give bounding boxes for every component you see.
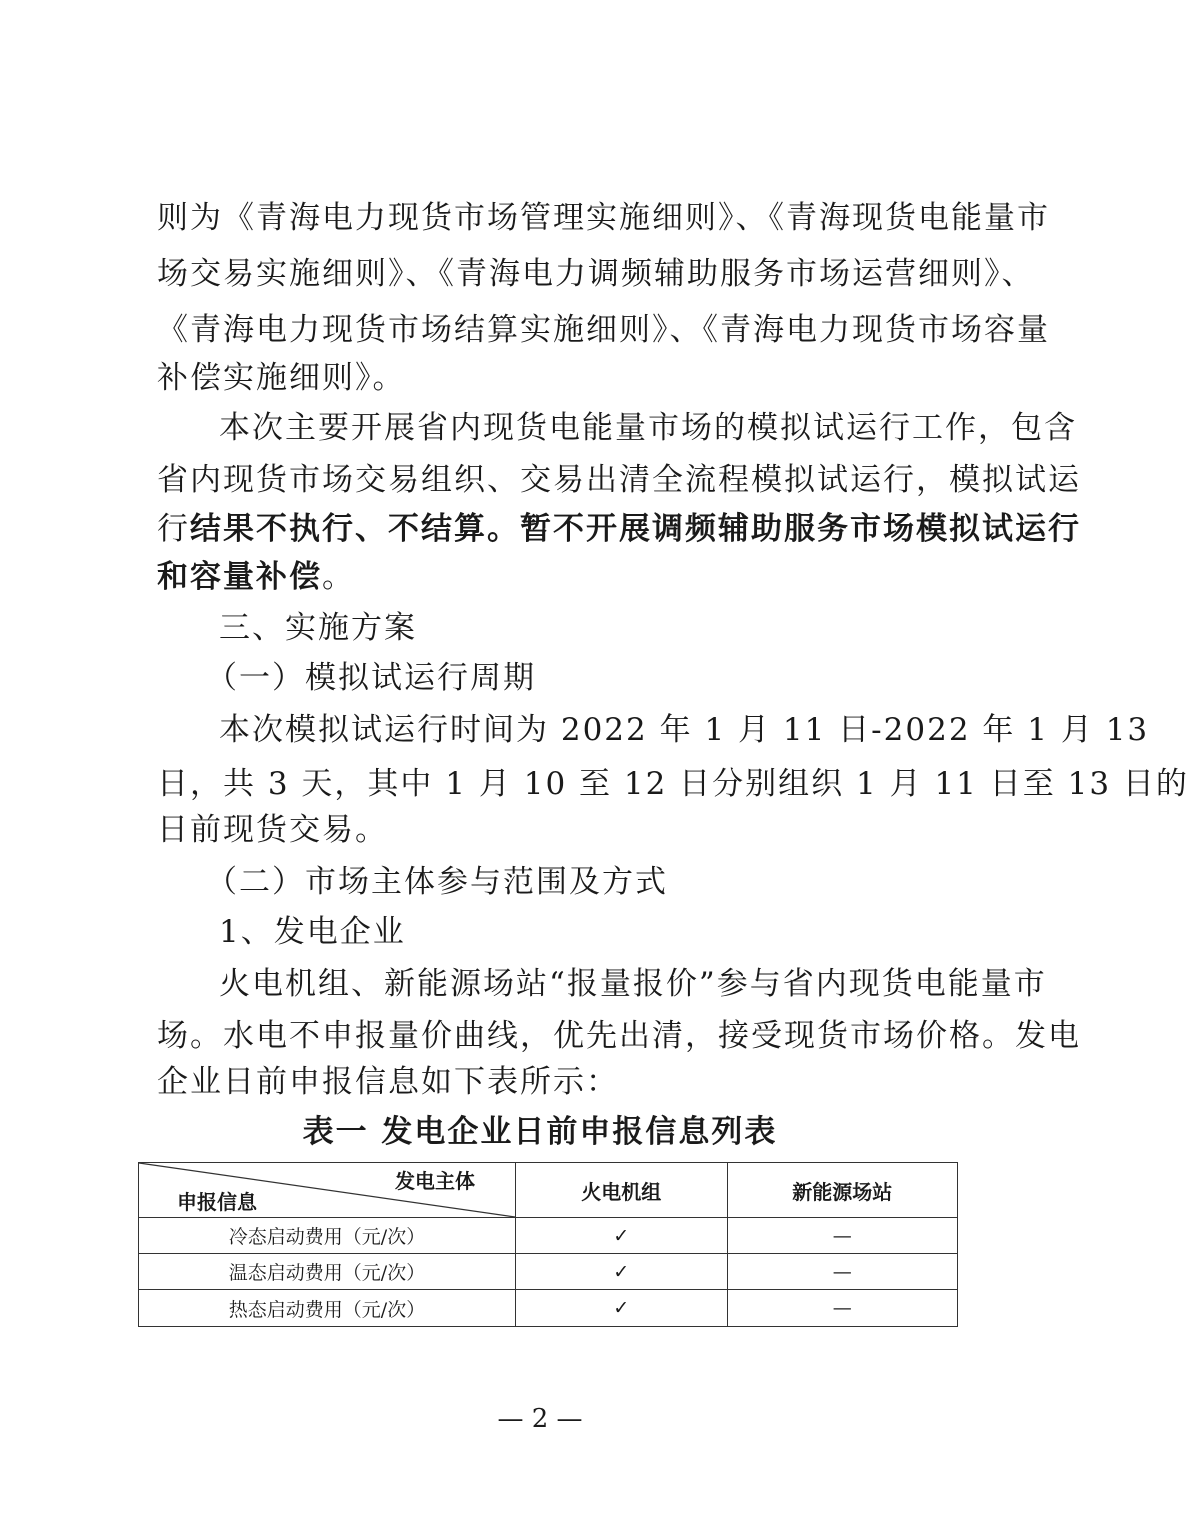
table-row [139,1290,958,1327]
paragraph-line: 本次模拟试运行时间为 2022 年 1 月 11 日-2022 年 1 月 13 [219,712,1150,748]
table-header-row [139,1163,958,1218]
paragraph-line: 则为《青海电力现货市场管理实施细则》、《青海现货电能量市 [157,200,1050,236]
paragraph-line: 场。水电不申报量价曲线，优先出清，接受现货市场价格。发电 [157,1018,1081,1054]
check-mark: ✓ [516,1254,728,1290]
subsection-heading: （一）模拟试运行周期 [206,660,536,696]
dash-mark: — [727,1290,957,1327]
check-mark: ✓ [516,1290,728,1327]
paragraph-line: 场交易实施细则》、《青海电力调频辅助服务市场运营细则》、 [157,256,1035,292]
declaration-info-table [138,1162,958,1327]
header-renewable-stations: 新能源场站 [727,1163,957,1218]
dash-mark: — [727,1218,957,1254]
normal-text: 行 [157,511,190,547]
diagonal-header-cell [139,1163,516,1218]
table-title: 表一 发电企业日前申报信息列表 [302,1114,778,1150]
subsection-heading: （二）市场主体参与范围及方式 [206,864,668,900]
paragraph-line: 火电机组、新能源场站“报量报价”参与省内现货电能量市 [219,966,1047,1002]
paragraph-line: 补偿实施细则》。 [157,360,406,396]
paragraph-line: 《青海电力现货市场结算实施细则》、《青海电力现货市场容量 [157,312,1050,348]
paragraph-line-mixed [157,557,957,597]
paragraph-line-mixed [157,509,1081,549]
item-heading: 1、发电企业 [219,914,406,950]
table-row [139,1254,958,1290]
paragraph-line: 本次主要开展省内现货电能量市场的模拟试运行工作，包含 [219,410,1077,446]
paragraph-line: 企业日前申报信息如下表所示： [157,1064,619,1100]
header-thermal-units: 火电机组 [516,1163,728,1218]
bold-text: 和容量补偿 [157,559,322,595]
paragraph-line: 日前现货交易。 [157,812,388,848]
page-number: — 2 — [497,1404,583,1434]
table-row [139,1218,958,1254]
paragraph-line: 日，共 3 天，其中 1 月 10 至 12 日分别组织 1 月 11 日至 13 日的 [157,766,1189,802]
paragraph-line: 省内现货市场交易组织、交易出清全流程模拟试运行，模拟试运 [157,462,1081,498]
row-label: 温态启动费用（元/次） [139,1254,516,1290]
row-label: 热态启动费用（元/次） [139,1290,516,1327]
bold-text: 结果不执行、不结算。暂不开展调频辅助服务市场模拟试运行 [190,511,1081,547]
header-declaration-info: 申报信息 [177,1190,257,1214]
header-generator-subject: 发电主体 [395,1169,475,1193]
normal-text: 。 [322,559,355,595]
section-heading: 三、实施方案 [219,610,417,646]
dash-mark: — [727,1254,957,1290]
check-mark: ✓ [516,1218,728,1254]
row-label: 冷态启动费用（元/次） [139,1218,516,1254]
